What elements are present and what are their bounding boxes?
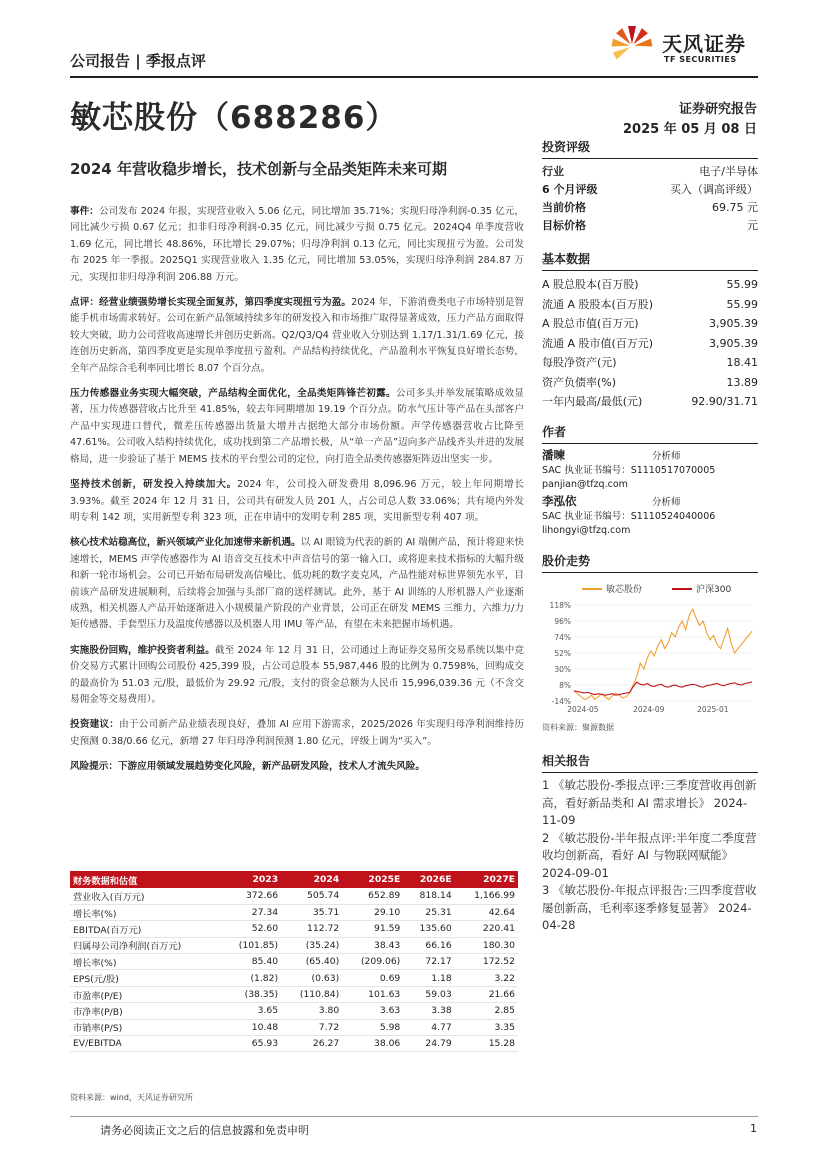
basic-row: A 股总股本(百万股) 55.99 [542,278,758,291]
y-tick-label: 30% [554,665,571,674]
table-cell: (38.35) [220,986,281,1002]
table-cell: (0.63) [281,970,342,986]
table-row [70,904,518,920]
author-cert: SAC 执业证书编号：S1110524040006 [542,511,716,522]
author-name: 李泓依 [542,494,577,508]
table-cell: 25.31 [403,904,454,920]
table-cell: 归属母公司净利润(百万元) [70,937,220,953]
table-cell: (110.84) [281,986,342,1002]
table-cell: 3.65 [220,1003,281,1019]
rating-section [542,138,758,235]
table-cell: 42.64 [455,904,518,920]
series-line [574,682,752,695]
basic-data-section [542,250,758,412]
report-category: 公司报告 | 季报点评 [70,52,206,70]
paragraph: 风险提示：下游应用领域发展趋势变化风险，新产品研发风险，技术人才流失风险。 [70,761,425,773]
y-tick-label: 52% [554,649,571,658]
table-cell: 112.72 [281,921,342,937]
table-row [70,986,518,1002]
related-item[interactable]: 2 《敏芯股份-半年报点评:半年度二季度营收均创新高，看好 AI 与物联网赋能》 2024-09-01 [542,830,757,880]
table-row [70,1036,518,1052]
author-name: 潘暕 [542,448,565,462]
table-cell: 66.16 [403,937,454,953]
table-row [70,921,518,937]
table-cell: 65.93 [220,1036,281,1052]
table-cell: 3.80 [281,1003,342,1019]
section-title: 股价走势 [542,552,758,573]
y-tick-label: 118% [549,601,571,610]
basic-row: 一年内最高/最低(元) 92.90/31.71 [542,395,758,408]
stock-chart [542,577,758,717]
y-tick-label: 8% [559,681,571,690]
table-cell: 增长率(%) [70,954,220,970]
table-cell: (101.85) [220,937,281,953]
related-item[interactable]: 1 《敏芯股份-季报点评:三季度营收再创新高，看好新品类和 AI 需求增长》 2024-11-09 [542,778,757,827]
table-cell: 4.77 [403,1019,454,1035]
table-source: 资料来源：wind，天风证券研究所 [70,1093,193,1102]
y-tick-label: -14% [551,697,571,706]
table-cell: 101.63 [342,986,403,1002]
stock-chart-section [542,552,758,733]
paragraph: 压力传感器业务实现大幅突破，产品结构全面优化，全品类矩阵锋芒初露。公司多头并举发展策略成效显著，压力传感器营收占比升至 41.85%，较去年同期增加 19.19 个百分点。防水气压计等产品在头部客户产品中实现进口替代，微差压传感器出货量大增并古据绝大部分市场份额。声学传感器营收占比降至 47.61%。公司收入结构持续优化，成功找到第二产品增长极，从“单一产品”迈向多产品线齐头并进的发展格局，进一步验证了基于 MEMS 技术的平台型公司的定位，向打造全品类传感器矩阵迈出坚实一步。 [70,388,525,465]
table-cell: 35.71 [281,904,342,920]
rating-row: 目标价格 元 [542,219,758,232]
table-cell: 增长率(%) [70,904,220,920]
table-row [70,1019,518,1035]
section-title: 作者 [542,423,758,444]
chart-source: 资料来源：聚源数据 [542,723,614,732]
table-cell: 3.38 [403,1003,454,1019]
y-tick-label: 96% [554,617,571,626]
table-cell: (209.06) [342,954,403,970]
author-block: 李泓依 分析师 SAC 执业证书编号：S1110524040006 lihongyi@tfzq.com [542,494,758,538]
rating-row: 6 个月评级 买入（调高评级） [542,183,758,196]
header-divider [70,76,758,78]
table-cell: (1.82) [220,970,281,986]
section-title: 相关报告 [542,752,758,773]
main-text [70,204,524,785]
table-cell: (65.40) [281,954,342,970]
table-cell: 7.72 [281,1019,342,1035]
paragraph: 投资建议：由于公司新产品业绩表现良好，叠加 AI 应用下游需求，2025/2026 年实现归母净利润维持历史预测 0.38/0.66 亿元，新增 27 年归母净利润预测 1.80 亿元，评级上调为“买入”。 [70,719,525,747]
rating-row: 当前价格 69.75 元 [542,201,758,214]
section-title: 基本数据 [542,250,758,271]
table-row [70,970,518,986]
author-block: 潘暕 分析师 SAC 执业证书编号：S1110517070005 panjian@tfzq.com [542,448,758,492]
table-cell: 135.60 [403,921,454,937]
x-tick-label: 2025-01 [697,705,729,714]
company-title: 敏芯股份（688286） [70,100,398,136]
basic-row: 流通 A 股市值(百万元) 3,905.39 [542,336,758,350]
table-cell: 652.89 [342,888,403,904]
table-cell: 24.79 [403,1036,454,1052]
table-cell: 59.03 [403,986,454,1002]
basic-row: 每股净资产(元) 18.41 [542,356,758,369]
table-cell: 1,166.99 [455,888,518,904]
legend-label: 敏芯股份 [606,585,643,595]
table-cell: 2.85 [455,1003,518,1019]
rating-row: 行业 电子/半导体 [542,165,758,178]
report-date: 2025 年 05 月 08 日 [623,122,757,137]
table-cell: 29.10 [342,904,403,920]
table-cell: 0.69 [342,970,403,986]
table-cell: EPS(元/股) [70,970,220,986]
logo-subtext: TF SECURITIES [664,55,737,64]
paragraph: 核心技术站稳高位，新兴领域产业化加速带来新机遇。以 AI 眼镜为代表的新的 AI 端侧产品，预计将迎来快速增长，MEMS 声学传感器作为 AI 语音交互技术中声音信号的第一输入口，或将迎来技术指标的大幅升级和新一轮市场机会。公司已开始布局研发高信噪比、低功耗的数字麦克风，产品性能对标世界领先水平，目前该产品研发进展顺利，后续将会加强与头部厂商的送样测试。此外，基于 AI 训练的人形机器人产业逐渐成熟，相关机器人产品开始逐渐进入小规模量产阶段的产业背景，公司正在研发 MEMS 三维力、六维力/力矩传感器、手套型压力及温度传感器以及机器人用 IMU 等产品，有望在未来把握市场机遇。 [70,537,525,631]
table-cell: 3.63 [342,1003,403,1019]
table-cell: 市净率(P/B) [70,1003,220,1019]
table-cell: 38.06 [342,1036,403,1052]
table-cell: 220.41 [455,921,518,937]
footer-disclaimer: 请务必阅读正文之后的信息披露和免责申明 [100,1124,309,1137]
table-cell: 372.66 [220,888,281,904]
table-cell: 91.59 [342,921,403,937]
author-cert: SAC 执业证书编号：S1110517070005 [542,465,716,476]
table-cell: 26.27 [281,1036,342,1052]
table-cell: 3.22 [455,970,518,986]
authors-section [542,423,758,538]
related-section [542,752,758,935]
table-cell: 营业收入(百万元) [70,888,220,904]
author-email[interactable]: panjian@tfzq.com [542,479,628,490]
section-title: 投资评级 [542,138,758,159]
table-cell: 15.28 [455,1036,518,1052]
table-cell: 10.48 [220,1019,281,1035]
table-cell: 21.66 [455,986,518,1002]
related-item[interactable]: 3 《敏芯股份-年报点评报告:三四季度营收屡创新高，毛利率逐季修复显著》 2024-04-28 [542,883,757,932]
table-cell: (35.24) [281,937,342,953]
paragraph: 点评：经营业绩强势增长实现全面复苏，第四季度实现扭亏为盈。2024 年，下游消费类电子市场特别是智能手机市场需求转好。公司在新产品领域持续多年的研发投入和市场推广取得显著成效，压力产品方面取得较大突破，助力公司营收高速增长并创历史新高。Q2/Q3/Q4 营业收入分别达到 1.17/1.31/1.69 亿元，接连创历史新高，第四季度更是实现单季度扭亏盈利。产品结构持续优化，产品盈利水平恢复良好增长态势，全年产品综合毛利率同比增长 8.07 个百分点。 [70,297,524,374]
table-cell: 市销率(P/S) [70,1019,220,1035]
legend-label: 沪深300 [696,585,732,595]
table-cell: 52.60 [220,921,281,937]
table-cell: 38.43 [342,937,403,953]
basic-row: A 股总市值(百万元) 3,905.39 [542,317,758,330]
headline: 2024 年营收稳步增长，技术创新与全品类矩阵未来可期 [70,160,447,178]
x-tick-label: 2024-05 [567,705,599,714]
y-tick-label: 74% [554,633,571,642]
author-email[interactable]: lihongyi@tfzq.com [542,525,631,536]
table-row [70,1003,518,1019]
table-cell: 27.34 [220,904,281,920]
x-tick-label: 2024-09 [633,705,665,714]
table-cell: 172.52 [455,954,518,970]
logo-text: 天风证券 [662,32,746,56]
table-row [70,888,518,904]
table-cell: 1.18 [403,970,454,986]
table-cell: 3.35 [455,1019,518,1035]
table-row [70,954,518,970]
table-cell: EBITDA(百万元) [70,921,220,937]
basic-row: 流通 A 股股本(百万股) 55.99 [542,297,758,311]
table-cell: 72.17 [403,954,454,970]
table-cell: 5.98 [342,1019,403,1035]
table-cell: 818.14 [403,888,454,904]
footer-divider [70,1116,758,1117]
table-row [70,937,518,953]
page-number: 1 [750,1122,757,1135]
paragraph: 实施股份回购，维护投资者利益。截至 2024 年 12 月 31 日，公司通过上海证券交易所交易系统以集中竞价交易方式累计回购公司股份 425,399 股，占公司总股本 55,987,446 股的比例为 0.7598%，回购成交的最高价为 51.03 元/股，最低价为 29.92 元/股，支付的资金总额为人民币 15,996,039.36 元（不含交易佣金等交易费用）。 [70,644,524,705]
table-header: 财务数据和估值 2023 2024 2025E 2026E 2027E [70,871,518,888]
paragraph: 坚持技术创新，研发投入持续加大。2024 年，公司投入研发费用 8,096.96 万元，较上年同期增长 3.93%。截至 2024 年 12 月 31 日，公司共有研发人员 201 人，占公司总人数 33.06%；共有境内外发明专利 142 项，实用新型专利 323 项，正在申请中的发明专利 285 项，实用新型专利 407 项。 [70,479,525,523]
financial-table [70,871,518,1052]
basic-row: 资产负债率(%) 13.89 [542,375,758,389]
table-cell: 180.30 [455,937,518,953]
table-cell: 505.74 [281,888,342,904]
table-cell: 市盈率(P/E) [70,986,220,1002]
report-type: 证券研究报告 [678,102,757,117]
table-cell: 85.40 [220,954,281,970]
table-cell: EV/EBITDA [70,1036,220,1052]
paragraph: 事件：公司发布 2024 年报，实现营业收入 5.06 亿元，同比增加 35.71%；实现归母净利润-0.35 亿元，同比减少亏损 0.67 亿元；扣非归母净利润-0.35 亿元，同比减少亏损 0.75 亿元。2024Q4 单季度营收 1.69 亿元，同比增长 48.86%，环比增长 29.07%；归母净利润 0.13 亿元，同比实现扭亏为盈。公司发布 2025 年一季报。2025Q1 实现营业收入 1.35 亿元，同比增加 53.05%，实现归母净利润 284.87 万元，实现扣非归母净利润 206.88 万元。 [70,206,525,283]
